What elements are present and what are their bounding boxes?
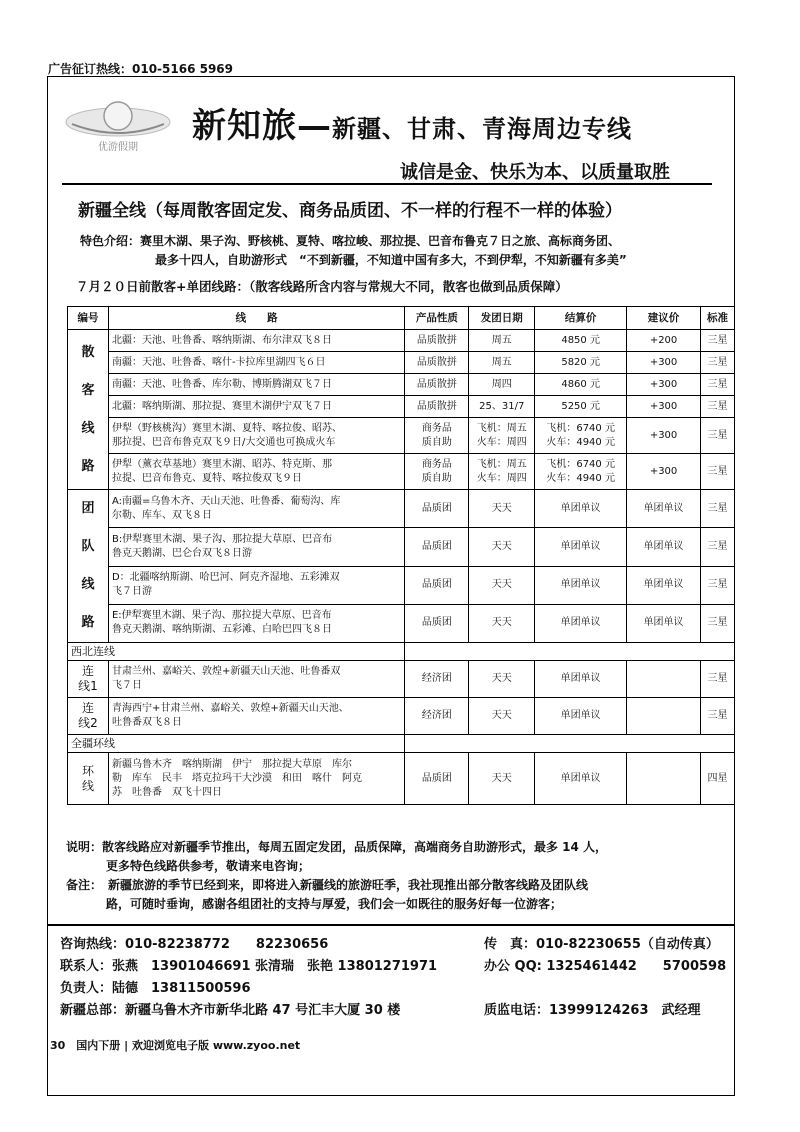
table-row: B:伊犁赛里木湖、果子沟、那拉提大草原、巴音布 鲁克天鹅湖、巴仑台双飞８日游 品质团 天天 单团单议 单团单议 三星 bbox=[68, 528, 735, 566]
contact-manager: 负责人：陆德 13811500596 bbox=[60, 981, 251, 996]
notes: 说明：散客线路应对新疆季节推出，每周五固定发团，品质保障，高端商务自助游形式，最多 14 人， 更多特色线路供参考，敬请来电咨询； 备注： 新疆旅游的季节已经到来，即将进入新疆线的旅游旺季，我社现推出部分散客线路及团队线 路，可随时垂询，感谢各组团社的支持与厚爱，我们会一如既往的服务好每一位游客； bbox=[66, 840, 608, 911]
col-price: 结算价 bbox=[535, 307, 627, 330]
group-quanjiang: 全疆环线 bbox=[68, 735, 405, 753]
company-logo bbox=[62, 92, 174, 154]
group-xibei: 西北连线 bbox=[68, 643, 405, 661]
top-divider bbox=[62, 183, 712, 185]
routes-table bbox=[67, 306, 735, 805]
col-date: 发团日期 bbox=[469, 307, 535, 330]
contact-quality: 质监电话：13999124263 武经理 bbox=[484, 1003, 701, 1018]
table-row: 南疆：天池、吐鲁番、库尔勒、博斯腾湖双飞７日 品质散拼 周四 4860 元 +300 三星 bbox=[68, 374, 735, 396]
contact-headquarters: 新疆总部：新疆乌鲁木齐市新华北路 47 号汇丰大厦 30 楼 bbox=[60, 1003, 401, 1018]
table-row: 伊犁（薰衣草基地）赛里木湖、昭苏、特克斯、那 拉提、巴音布鲁克、夏特、喀拉俊双飞９日 商务品 质自助 飞机：周五 火车：周四 飞机：6740 元 火车：4940 元 +300 三星 bbox=[68, 454, 735, 490]
group-sanke: 散 客 线 路 bbox=[68, 330, 109, 490]
table-row: 伊犁（野核桃沟）赛里木湖、夏特、喀拉俊、昭苏、 那拉提、巴音布鲁克双飞９日/大交通也可换成火车 商务品 质自助 飞机：周五 火车：周四 飞机：6740 元 火车：4940 元 +300 三星 bbox=[68, 418, 735, 454]
table-row bbox=[68, 643, 735, 661]
col-route: 线 路 bbox=[108, 307, 404, 330]
table-row: 团 队 线 路 A:南疆=乌鲁木齐、天山天池、吐鲁番、葡萄沟、库 尔勒、库车、双飞８日 品质团 天天 单团单议 单团单议 三星 bbox=[68, 490, 735, 528]
slogan: 诚信是金、快乐为本、以质量取胜 bbox=[400, 162, 670, 183]
table-row: 南疆：天池、吐鲁番、喀什-卡拉库里湖四飞６日 品质散拼 周五 5820 元 +300 三星 bbox=[68, 352, 735, 374]
contact-qq: 办公 QQ: 1325461442 5700598 bbox=[484, 959, 727, 974]
bottom-divider bbox=[47, 924, 735, 926]
main-title: 新知旅—新疆、甘肃、青海周边专线 bbox=[192, 106, 632, 146]
feature-intro: 特色介绍：赛里木湖、果子沟、野核桃、夏特、喀拉峻、那拉提、巴音布鲁克７日之旅、高标商务团、 最多十四人，自助游形式 “不到新疆，不知道中国有多大，不到伊犁，不知新疆有多美” bbox=[80, 234, 627, 267]
routes-subheading: ７月２０日前散客+单团线路：（散客线路所含内容与常规大不同，散客也做到品质保障） bbox=[76, 279, 568, 294]
table-header bbox=[68, 307, 735, 330]
table-row bbox=[68, 735, 735, 753]
col-id: 编号 bbox=[68, 307, 109, 330]
section-title: 新疆全线（每周散客固定发、商务品质团、不一样的行程不一样的体验） bbox=[78, 201, 622, 221]
contact-hotline: 咨询热线：010-82238772 82230656 bbox=[60, 937, 329, 952]
contact-people: 联系人：张燕 13901046691 张清瑞 张艳 13801271971 bbox=[60, 959, 438, 974]
ad-hotline: 广告征订热线：010-5166 5969 bbox=[48, 62, 234, 76]
table-row: 环 线 新疆乌鲁木齐 喀纳斯湖 伊宁 那拉提大草原 库尔 勒 库车 民丰 塔克拉玛干大沙漠 和田 喀什 阿克 苏 吐鲁番 双飞十四日 品质团 天天 单团单议 四星 bbox=[68, 753, 735, 805]
table-row: 连 线2 青海西宁+甘肃兰州、嘉峪关、敦煌+新疆天山天池、 吐鲁番双飞８日 经济团 天天 单团单议 三星 bbox=[68, 698, 735, 735]
contact-fax: 传 真：010-82230655（自动传真） bbox=[484, 937, 719, 952]
page-footer: 30 国内下册 | 欢迎浏览电子版 www.zyoo.net bbox=[50, 1039, 301, 1052]
table-row: 北疆：喀纳斯湖、那拉提、赛里木湖伊宁双飞７日 品质散拼 25、31/7 5250 元 +300 三星 bbox=[68, 396, 735, 418]
group-tuandui: 团 队 线 路 bbox=[68, 490, 109, 643]
col-standard: 标准 bbox=[701, 307, 735, 330]
table-row: E:伊犁赛里木湖、果子沟、那拉提大草原、巴音布 鲁克天鹅湖、喀纳斯湖、五彩滩、白哈巴四飞８日 品质团 天天 单团单议 单团单议 三星 bbox=[68, 604, 735, 642]
table-row: 散 客 线 路 北疆：天池、吐鲁番、喀纳斯湖、布尔津双飞８日 品质散拼 周五 4850 元 +200 三星 bbox=[68, 330, 735, 352]
col-type: 产品性质 bbox=[405, 307, 469, 330]
table-row: D：北疆喀纳斯湖、哈巴河、阿克齐湿地、五彩滩双 飞７日游 品质团 天天 单团单议 单团单议 三星 bbox=[68, 566, 735, 604]
routes-table-wrapper bbox=[67, 306, 735, 805]
table-row: 连 线1 甘肃兰州、嘉峪关、敦煌+新疆天山天池、吐鲁番双 飞７日 经济团 天天 单团单议 三星 bbox=[68, 661, 735, 698]
svg-text:优游假期: 优游假期 bbox=[98, 142, 138, 153]
col-suggest: 建议价 bbox=[627, 307, 701, 330]
